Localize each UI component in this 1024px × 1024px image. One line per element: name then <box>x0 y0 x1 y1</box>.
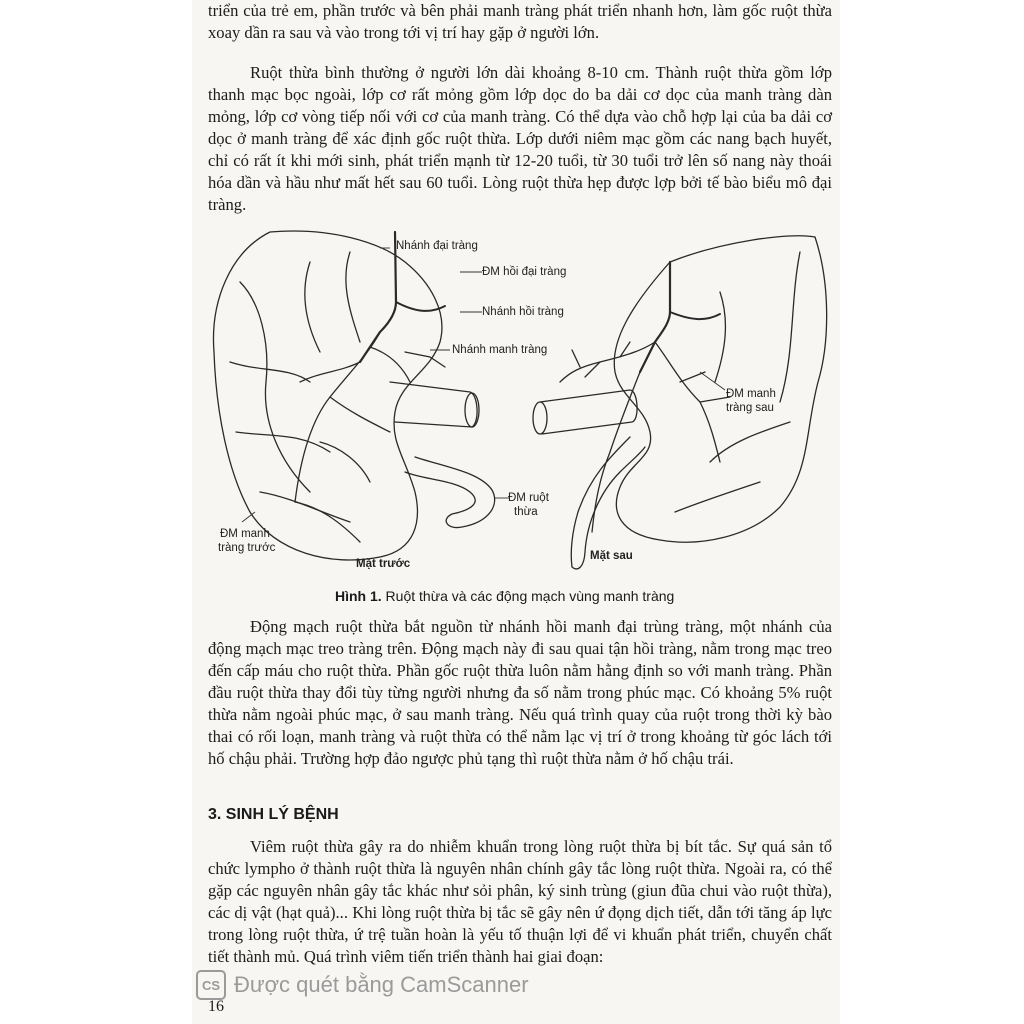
artery-paragraph <box>208 616 832 770</box>
pathophysiology-paragraph <box>208 836 832 968</box>
intro-text: triển của trẻ em, phần trước và bên phải manh tràng phát triển nhanh hơn, làm gốc ruột thừa xoay dần ra sau và vào trong tới vị trí hay gặp ở người lớn. <box>208 1 832 42</box>
label-dm-ruot-thua-line2: thừa <box>514 506 538 518</box>
anterior-ileum <box>390 382 477 427</box>
intro-paragraph <box>208 0 832 44</box>
label-dm-manh-trang-sau-line2: tràng sau <box>726 402 774 414</box>
label-mat-truoc: Mặt trước <box>356 558 411 570</box>
posterior-ileum <box>540 390 637 434</box>
label-mat-sau: Mặt sau <box>590 550 633 562</box>
artery-text: Động mạch ruột thừa bắt nguồn từ nhánh hồi manh đại trùng tràng, một nhánh của động mạch mạc treo tràng trên. Động mạch này đi sau quai tận hồi tràng, nằm trong mạc treo đến cấp máu cho ruột thừa. Phần gốc ruột thừa luôn nằm hằng định so với manh tràng. Phần đầu ruột thừa thay đổi tùy từng người nhưng đa số nằm trong phúc mạc. Có khoảng 5% ruột thừa nằm ngoài phúc mạc, ở sau manh tràng. Nếu quá trình quay của ruột trong thời kỳ bào thai có rối loạn, manh tràng và ruột thừa có thể nằm lạc vị trí ở trong khoảng từ góc lách tới hố chậu phải. Trường hợp đảo ngược phủ tạng thì ruột thừa nằm ở hố chậu trái. <box>208 617 832 768</box>
anatomy-text: Ruột thừa bình thường ở người lớn dài khoảng 8-10 cm. Thành ruột thừa gồm lớp thanh mạc bọc ngoài, lớp cơ rất mỏng gồm lớp dọc do ba dải cơ dọc của manh tràng dàn mỏng, lớp cơ vòng tiếp nối với cơ của manh tràng. Có thể dựa vào chỗ hợp lại của ba dải cơ dọc ở manh tràng để xác định gốc ruột thừa. Lớp dưới niêm mạc gồm các nang bạch huyết, chỉ có rất ít khi mới sinh, phát triển mạnh từ 12-20 tuổi, từ 30 tuổi trở lên số nang này thoái hóa dần và hầu như mất hết sau 60 tuổi. Lòng ruột thừa hẹp được lợp bởi tế bào biểu mô đại tràng. <box>208 63 832 214</box>
label-dm-hoi-dai-trang: ĐM hồi đại tràng <box>482 266 567 278</box>
anatomy-paragraph <box>208 62 832 216</box>
label-dm-manh-trang-truoc-line2: tràng trước <box>218 542 276 554</box>
caption-number: Hình 1. <box>335 588 382 604</box>
label-nhanh-dai-trang: Nhánh đại tràng <box>396 240 478 252</box>
label-nhanh-hoi-trang: Nhánh hồi tràng <box>482 306 564 318</box>
camscanner-logo: CS <box>196 970 226 1000</box>
appendix-artery-figure <box>200 222 840 590</box>
pathophysiology-text: Viêm ruột thừa gây ra do nhiễm khuẩn trong lòng ruột thừa bị bít tắc. Sự quá sản tổ chức lympho ở thành ruột thừa là nguyên nhân chính gây tắc lòng ruột thừa. Ngoài ra, có thể gặp các nguyên nhân gây tắc khác như sỏi phân, ký sinh trùng (giun đũa chui vào ruột thừa), các dị vật (hạt quả)... Khi lòng ruột thừa bị tắc sẽ gây nên ứ đọng dịch tiết, dẫn tới tăng áp lực trong lòng ruột thừa, ứ trệ tuần hoàn là yếu tố thuận lợi để vi khuẩn phát triển, chuyển chất tiết thành mủ. Quá trình viêm tiến triển thành hai giai đoạn: <box>208 837 832 966</box>
label-dm-manh-trang-truoc-line1: ĐM manh <box>220 528 270 540</box>
caption-text: Ruột thừa và các động mạch vùng manh tràng <box>381 588 675 604</box>
label-dm-manh-trang-sau-line1: ĐM manh <box>726 388 776 400</box>
section-heading: 3. SINH LÝ BỆNH <box>208 806 339 823</box>
watermark-text: Được quét bằng CamScanner <box>234 972 529 997</box>
scanner-watermark <box>196 970 529 1000</box>
label-dm-ruot-thua-line1: ĐM ruột <box>508 492 549 504</box>
anterior-cecum-outline <box>213 231 441 560</box>
figure-caption <box>335 588 674 604</box>
label-nhanh-manh-trang: Nhánh manh tràng <box>452 344 548 356</box>
page-number: 16 <box>208 998 224 1015</box>
posterior-cecum-outline <box>614 236 826 542</box>
anterior-appendix <box>405 457 495 528</box>
